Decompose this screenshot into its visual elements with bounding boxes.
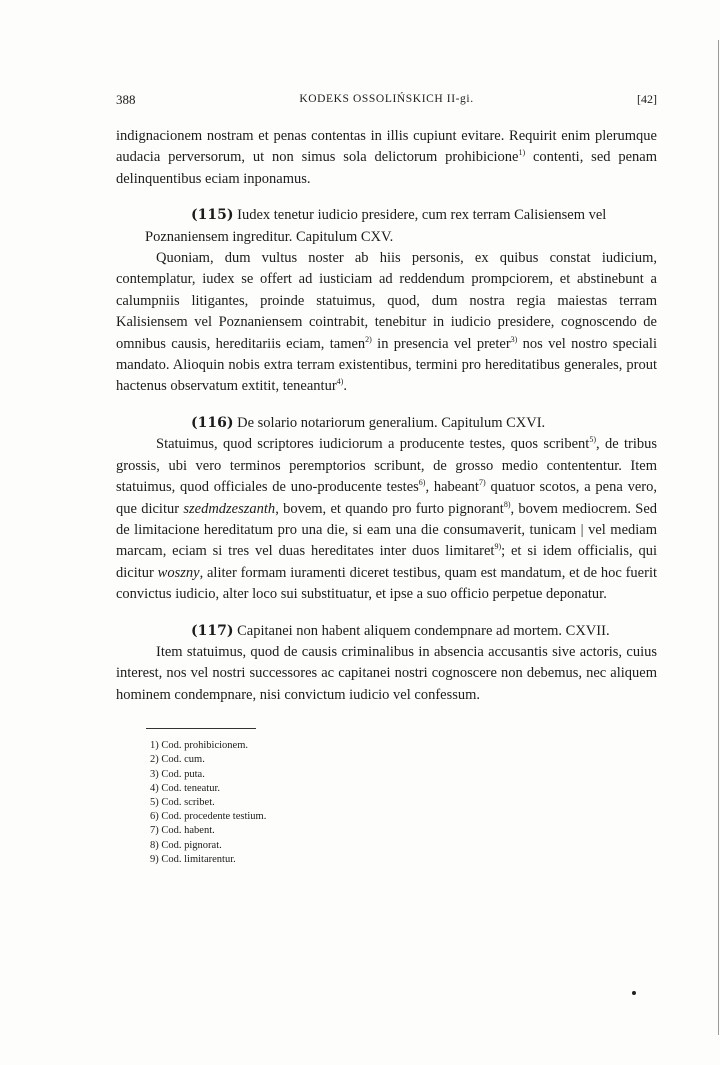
footnote-ref: 7) bbox=[478, 478, 486, 488]
footnote-ref: 5) bbox=[589, 435, 596, 445]
main-text bbox=[116, 126, 657, 867]
footnote: 5) Cod. scribet. bbox=[150, 796, 215, 808]
footnote-ref: 1) bbox=[518, 148, 526, 158]
footnote-ref: 6) bbox=[418, 478, 426, 488]
polish-term: woszny bbox=[157, 564, 200, 581]
footnote: 6) Cod. procedente testium. bbox=[150, 811, 267, 823]
footnote: 3) Cod. puta. bbox=[150, 768, 205, 780]
section-signature: [42] bbox=[637, 92, 657, 106]
footnote: 1) Cod. prohibicionem. bbox=[150, 740, 248, 752]
section-117-heading: (117) Capitanei non habent aliquem condempnare ad mortem. CXVII. bbox=[191, 622, 610, 639]
continuation-paragraph: indignacionem nostram et penas contentas in illis cupiunt evitare. Requirit enim plerumque audacia perversorum, ut non simus sola delictorum prohibicione$^{1)}$ contenti, sed penam delinquentibus eciam inponamus. bbox=[116, 128, 658, 187]
section-number: (115) bbox=[191, 207, 234, 224]
footnote-ref: 3) bbox=[510, 334, 518, 344]
footnote-ref: 8) bbox=[503, 499, 511, 509]
section-115-heading: (115) Iudex tenetur iudicio presidere, cum rex terram Calisiensem vel Poznaniensem ingreditur. Capitulum CXV. bbox=[145, 207, 607, 245]
footnote-ref: 9) bbox=[494, 542, 502, 552]
footnotes bbox=[116, 739, 657, 867]
page-edge-line bbox=[718, 40, 719, 1035]
section-number: (117) bbox=[191, 622, 234, 639]
ink-speck bbox=[632, 991, 636, 995]
footnote: 7) Cod. habent. bbox=[150, 825, 215, 837]
running-header bbox=[116, 92, 657, 110]
footnote-ref: 2) bbox=[365, 334, 372, 344]
polish-term: szedmdzeszanth bbox=[183, 500, 276, 517]
footnote: 9) Cod. limitarentur. bbox=[150, 853, 236, 865]
page-number: 388 bbox=[116, 92, 136, 107]
section-115-text: Quoniam, dum vultus noster ab hiis personis, ex quibus constat iudicium, contemplatur, iudex se offert ad iusticiam ad reddendum prompciorem, et abstinebunt a calumpniis litigantes, proinde statuimus, quod, dum nostra regia maiestas terram Kalisiensem vel Poznaniensem cointrabit, tenebitur in iudicio presidere, cognoscendo de omnibus causis, hereditariis eciam, tamen$^{2)}$ in presencia vel preter$^{3)}$ nos vel nostro speciali mandato. Alioquin nobis extra terram existentibus, termini pro hereditatibus generales, prout hactenus observatum extitit, teneantur$^{4)}$. bbox=[116, 250, 657, 395]
footnote: 4) Cod. teneatur. bbox=[150, 782, 220, 794]
footnote-ref: 4) bbox=[336, 377, 344, 387]
section-117-text: Item statuimus, quod de causis criminalibus in absencia accusantis sive actoris, cuius interest, nos vel nostri successores ac capitanei nostri cognoscere non debemus, nec aliquem hominem condempnare, nisi convictum iudicio vel confessum. bbox=[116, 643, 657, 703]
section-number: (116) bbox=[191, 414, 234, 431]
footnote: 8) Cod. pignorat. bbox=[150, 839, 222, 851]
section-116-heading: (116) De solario notariorum generalium. Capitulum CXVI. bbox=[191, 414, 546, 431]
footnote-divider bbox=[146, 728, 256, 729]
section-116-text: Statuimus, quod scriptores iudiciorum a producente testes, quos scribent$^{5)}$, de tribus grossis, ubi vero terminos peremptorios scribunt, de grosso medio contententur. Item statuimus, quod officiales de uno-producente testes$^{6)}$, habeant$^{7)}$ quatuor scotos, a pena vero, que dicitur szedmdzeszanth, bovem, et quando pro furto pignorant$^{8)}$, bovem mediocrem. Sed de limitacione hereditatum pro una die, si eam una die consumaverit, tunicam | vel mediam marcam, eciam si tres vel duas hereditates inter duos limitaret$^{9)}$; et si idem officialis, qui dicitur woszny, aliter formam iuramenti diceret testibus, quam est mandatum, et de hoc fuerit convictus iudicio, alter loco sui substituatur, et ipse a suo officio perpetue deponatur. bbox=[116, 435, 658, 603]
running-title: KODEKS OSSOLIŃSKICH II-gi. bbox=[299, 93, 474, 105]
footnote: 2) Cod. cum. bbox=[150, 754, 205, 766]
